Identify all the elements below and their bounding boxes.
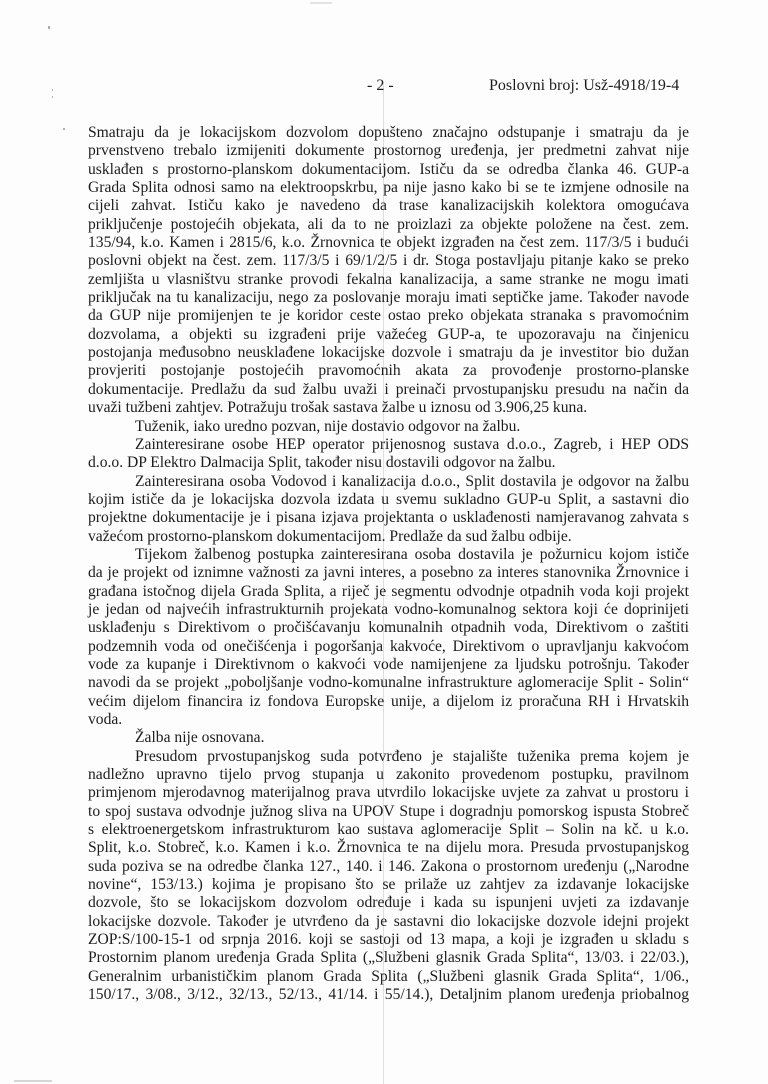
scan-speck bbox=[52, 89, 53, 91]
text-line: lokacijske dozvole. Također je utvrđeno da je sastavni dio lokacijske dozvole idejni projekt bbox=[88, 912, 689, 930]
text-line: većim dijelom financira iz fondova Europske unije, a dijelom iz proračuna RH i Hrvatskih bbox=[88, 692, 689, 710]
text-line: usklađen s prostorno-planskom dokumentacijom. Ističu da se odredba članka 46. GUP-a bbox=[88, 160, 689, 178]
text-line: Žalba nije osnovana. bbox=[135, 729, 265, 747]
text-line: Tuženik, iako uredno pozvan, nije dostavio odgovor na žalbu. bbox=[135, 417, 521, 435]
text-line: da GUP nije promijenjen te je koridor ceste ostao preko objekata stranaka s pravomoćnim bbox=[88, 307, 689, 325]
scan-speck bbox=[52, 96, 53, 98]
text-line: Smatraju da je lokacijskom dozvolom dopušteno značajno odstupanje i smatraju da je bbox=[88, 124, 689, 141]
text-line: d.o.o. DP Elektro Dalmacija Split, također nisu dostavili odgovor na žalbu. bbox=[88, 454, 556, 472]
text-line: uvaži tužbeni zahtjev. Potražuju trošak sastava žalbe u iznosu od 3.906,25 kuna. bbox=[88, 399, 588, 417]
text-line: dozvolama, a objekti su izgrađeni prije važećeg GUP-a, te upozoravaju na činjenicu bbox=[88, 325, 689, 343]
text-line: primjenom mjerodavnog materijalnog prava utvrdilo lokacijske uvjete za zahvat u prostoru i bbox=[88, 784, 689, 802]
text-line: nadležno upravno tijelo prvog stupanja u zakonito provedenom postupku, pravilnom bbox=[88, 766, 689, 784]
text-line: Generalnim urbanističkim planom Grada Splita („Službeni glasnik Grada Splita“, 1/06., bbox=[88, 967, 689, 985]
page-number: - 2 - bbox=[367, 77, 394, 94]
text-line: građana istočnog dijela Grada Splita, a riječ je segmentu odvodnje otpadnih voda koji projekt bbox=[88, 582, 689, 600]
text-line: postojanja međusobno neusklađene lokacijske dozvole i smatraju da je investitor bio dužan bbox=[88, 344, 689, 362]
text-line: Split, k.o. Stobreč, k.o. Kamen i k.o. Žrnovnica te na dijelu mora. Presuda prvostupanjskog bbox=[88, 839, 689, 857]
text-line: prvenstveno trebalo izmijeniti dokumente prostornog uređenja, jer predmetni zahvat nije bbox=[88, 142, 689, 160]
text-line: podzemnih voda od onečišćenja i pogoršanja kakvoće, Direktivom o upravljanju kakvoćom bbox=[88, 637, 689, 655]
text-line: Prostornim planom uređenja Grada Splita („Službeni glasnik Grada Splita“, 13/03. i 22/03.), bbox=[88, 949, 689, 967]
text-line: važećom prostorno-planskom dokumentacijom. Predlaže da sud žalbu odbije. bbox=[88, 527, 572, 545]
scan-mark bbox=[310, 2, 332, 4]
text-line: ZOP:S/100-15-1 od srpnja 2016. koji se sastoji od 13 mapa, a koji je izgrađen u skladu s bbox=[88, 931, 689, 949]
text-line: provjeriti postojanje postojećih pravomoćnih akata za provođenje prostorno-planske bbox=[88, 362, 689, 380]
scan-speck bbox=[63, 128, 65, 130]
text-line: projektne dokumentacije je i pisana izjava projektanta o usklađenosti namjeravanog zahvata s bbox=[88, 509, 689, 527]
text-line: Tijekom žalbenog postupka zainteresirana osoba dostavila je požurnicu kojom ističe bbox=[135, 545, 689, 563]
text-line: poslovni objekt na čest. zem. 117/3/5 i 69/1/2/5 i dr. Stoga postavljaju pitanje kako se preko bbox=[88, 252, 689, 270]
text-line: priključak na tu kanalizaciju, nego za poslovanje moraju imati septičke jame. Također navode bbox=[88, 289, 689, 307]
text-line: dozvole, što se lokacijskom dozvolom određuje i kada su ispunjeni uvjeti za izdavanje bbox=[88, 894, 689, 912]
text-line: dokumentacije. Predlažu da sud žalbu uvaži i preinači prvostupanjsku presudu na način da bbox=[88, 380, 689, 398]
document-body bbox=[88, 124, 689, 1005]
case-reference: Poslovni broj: Usž-4918/19-4 bbox=[489, 77, 680, 94]
text-line: Grada Splita odnosi samo na elektroopskrbu, pa nije jasno kako bi se te izmjene odnosile na bbox=[88, 179, 689, 197]
text-line: cijeli zahvat. Ističu kako je navedeno da trase kanalizacijskih kolektora omogućava bbox=[88, 197, 689, 215]
scan-mark bbox=[14, 1080, 52, 1082]
scan-speck bbox=[48, 26, 50, 29]
text-line: s elektroenergetskom infrastrukturom kao sustava aglomeracije Split – Solin na kč. u k.o. bbox=[88, 821, 689, 839]
text-line: Presudom prvostupanjskog suda potvrđeno je stajalište tuženika prema kojem je bbox=[135, 747, 689, 765]
text-line: voda. bbox=[88, 711, 123, 728]
text-line: priključenje postojećih objekata, ali da to ne proizlazi za objekte položene na čest. zem. bbox=[88, 215, 689, 233]
text-line: 135/94, k.o. Kamen i 2815/6, k.o. Žrnovnica te objekt izgrađen na čest zem. 117/3/5 i budući bbox=[88, 234, 689, 252]
text-line: je jedan od najvećih infrastrukturnih projekata vodno-komunalnog sektora koji će doprinijeti bbox=[88, 600, 689, 618]
text-line: kojim ističe da je lokacijska dozvola izdata u svemu sukladno GUP-u Split, a sastavni dio bbox=[88, 490, 689, 508]
text-line: Zainteresirana osoba Vodovod i kanalizacija d.o.o., Split dostavila je odgovor na žalbu bbox=[135, 472, 689, 490]
text-line: to spoj sustava odvodnje južnog sliva na UPOV Stupe i dogradnju pomorskog ispusta Stobreč bbox=[88, 802, 689, 820]
text-line: vode za kupanje i Direktivnom o kakvoći vode namijenjene za ljudsku potrošnju. Također bbox=[88, 655, 689, 673]
text-line: zemljišta u vlasništvu stranke provodi fekalna kanalizacija, a same stranke ne mogu imati bbox=[88, 270, 689, 288]
text-line: navodi da se projekt „poboljšanje vodno-komunalne infrastrukture aglomeracije Split - Solin“ bbox=[88, 674, 689, 692]
text-line: 150/17., 3/08., 3/12., 32/13., 52/13., 41/14. i 55/14.), Detaljnim planom uređenja priobalnog bbox=[88, 986, 689, 1004]
text-line: suda poziva se na odredbe članka 127., 140. i 146. Zakona o prostornom uređenju („Narodne bbox=[88, 857, 689, 875]
text-line: da je projekt od iznimne važnosti za javni interes, a posebno za interes stanovnika Žrnovnice i bbox=[88, 564, 689, 582]
text-line: novine“, 153/13.) kojima je propisano što se prilaže uz zahtjev za izdavanje lokacijske bbox=[88, 876, 689, 894]
text-line: usklađenju s Direktivom o pročišćavanju komunalnih otpadnih voda, Direktivom o zaštiti bbox=[88, 619, 689, 637]
text-line: Zainteresirane osobe HEP operator prijenosnog sustava d.o.o., Zagreb, i HEP ODS bbox=[135, 435, 689, 453]
